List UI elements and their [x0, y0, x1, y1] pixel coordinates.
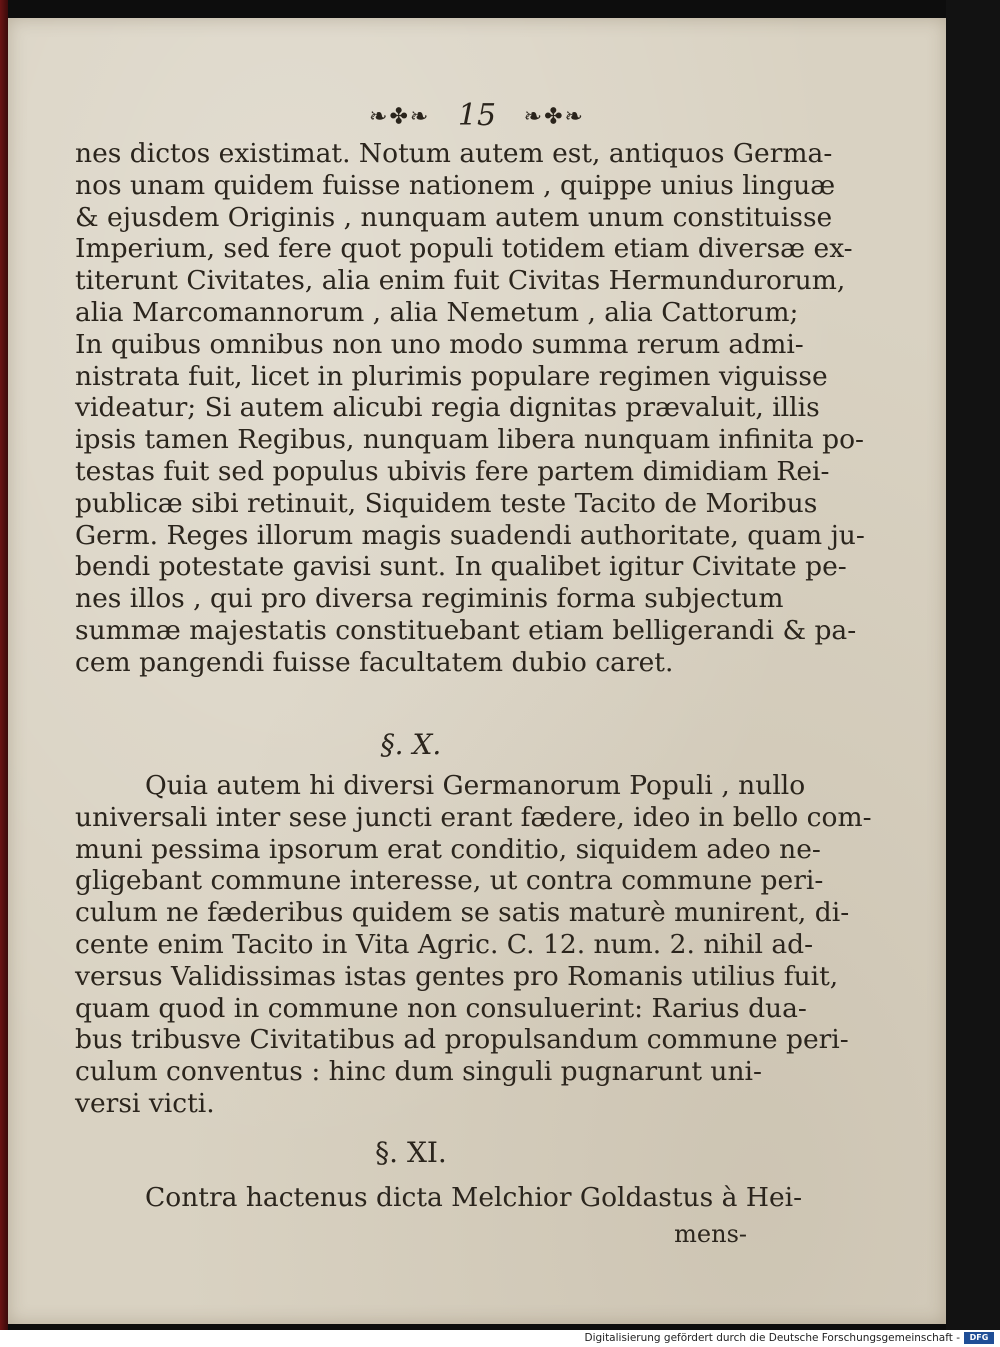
text-line: cente enim Tacito in Vita Agric. C. 12. num. 2. nihil ad- — [75, 928, 814, 960]
text-line: summæ majestatis constituebant etiam belligerandi & pa- — [75, 614, 857, 646]
text-line: In quibus omnibus non uno modo summa rerum admi- — [75, 328, 804, 360]
text-line: universali inter sese juncti erant fædere, ideo in bello com- — [75, 801, 872, 833]
text-line: versus Validissimas istas gentes pro Romanis utilius fuit, — [75, 960, 839, 992]
book-cover-edge — [0, 0, 8, 1330]
text-line: Germ. Reges illorum magis suadendi authoritate, quam ju- — [75, 519, 865, 551]
text-line: testas fuit sed populus ubivis fere partem dimidiam Rei- — [75, 455, 830, 487]
text-line: publicæ sibi retinuit, Siquidem teste Tacito de Moribus — [75, 487, 818, 519]
text-line: nes dictos existimat. Notum autem est, antiquos Germa- — [75, 138, 833, 169]
text-line: culum ne fæderibus quidem se satis maturè munirent, di- — [75, 897, 850, 929]
text-line: nistrata fuit, licet in plurimis populare regimen viguisse — [75, 360, 828, 392]
section-heading-xi: §. XI. — [375, 1136, 447, 1169]
funding-notice: Digitalisierung gefördert durch die Deutsche Forschungsgemeinschaft - — [584, 1332, 960, 1344]
text-line: titerunt Civitates, alia enim fuit Civitas Hermundurorum, — [75, 265, 846, 297]
text-line: Contra hactenus dicta Melchior Goldastus à Hei- — [145, 1182, 803, 1213]
text-line: & ejusdem Originis , nunquam autem unum constituisse — [75, 201, 833, 233]
page-number: 15 — [457, 98, 497, 133]
ornament-left-icon: ❧✤❧ — [369, 104, 431, 130]
text-line: Imperium, sed fere quot populi totidem etiam diversæ ex- — [75, 233, 853, 265]
section-heading-x: §. X. — [380, 728, 442, 761]
ornament-right-icon: ❧✤❧ — [523, 104, 585, 130]
text-line: Quia autem hi diversi Germanorum Populi , nullo — [145, 770, 806, 801]
text-line: bus tribusve Civitatibus ad propulsandum commune peri- — [75, 1024, 849, 1056]
text-line: gligebant commune interesse, ut contra commune peri- — [75, 865, 824, 897]
text-line: bendi potestate gavisi sunt. In qualibet igitur Civitate pe- — [75, 551, 847, 583]
catchword: mens- — [674, 1220, 747, 1248]
text-line: nos unam quidem fuisse nationem , quippe unius linguæ — [75, 169, 836, 201]
text-line: culum conventus : hinc dum singuli pugnarunt uni- — [75, 1056, 762, 1088]
book-page — [8, 18, 946, 1324]
paragraph-1 — [75, 138, 865, 679]
digitization-footer — [0, 1330, 1000, 1347]
text-line: cem pangendi fuisse facultatem dubio caret. — [75, 646, 674, 678]
text-line: muni pessima ipsorum erat conditio, siquidem adeo ne- — [75, 833, 821, 865]
text-line: ipsis tamen Regibus, nunquam libera nunquam infinita po- — [75, 424, 864, 456]
text-line: versi victi. — [75, 1087, 215, 1119]
page-header — [8, 98, 946, 133]
paragraph-2 — [75, 770, 872, 1120]
text-line: videatur; Si autem alicubi regia dignitas prævaluit, illis — [75, 392, 820, 424]
text-line: nes illos , qui pro diversa regiminis forma subjectum — [75, 583, 784, 615]
paragraph-3 — [75, 1182, 803, 1214]
text-line: quam quod in commune non consuluerint: Rarius dua- — [75, 992, 807, 1024]
dfg-logo-icon[interactable]: DFG — [964, 1332, 994, 1344]
scan-background-right — [946, 0, 1000, 1330]
text-line: alia Marcomannorum , alia Nemetum , alia Cattorum; — [75, 296, 799, 328]
